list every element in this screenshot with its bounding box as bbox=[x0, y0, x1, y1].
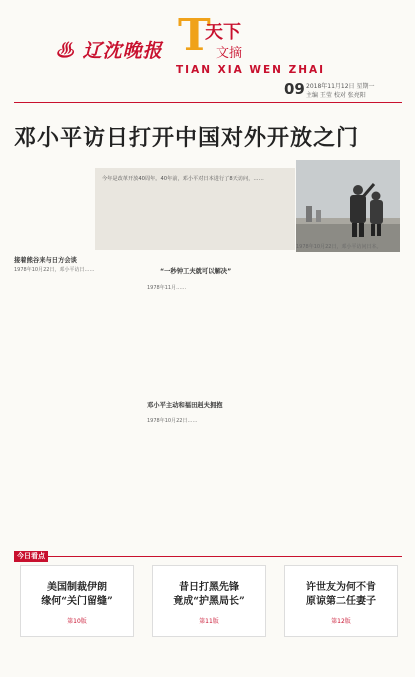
teaser-card-3[interactable] bbox=[284, 565, 398, 637]
paper-name bbox=[55, 36, 163, 63]
column-3-heading: 邓小平主动和福田赳夫拥抱 bbox=[147, 402, 223, 409]
teaser-2-page: 第11版 bbox=[199, 618, 219, 625]
lead-text: 今年是改革开放40周年。40年前，邓小平对日本进行了8天访问，…… bbox=[102, 176, 264, 182]
teaser-3-title-line1: 许世友为何不肯 bbox=[306, 582, 376, 593]
headline: 邓小平访日打开中国对外开放之门 bbox=[14, 125, 360, 151]
section-title: 天下 bbox=[205, 22, 241, 43]
section-subtitle: 文摘 bbox=[216, 46, 243, 61]
photo-caption: 1978年10月22日，邓小平访问日本。 bbox=[296, 244, 382, 250]
masthead-divider bbox=[14, 102, 402, 103]
teaser-card-2[interactable] bbox=[152, 565, 266, 637]
teaser-3-title-line2: 原谅第二任妻子 bbox=[306, 596, 376, 607]
today-divider bbox=[14, 556, 402, 557]
photo bbox=[296, 160, 400, 252]
teaser-1-page: 第10版 bbox=[67, 618, 87, 625]
column-2-heading: “一秒钟工夫就可以解决” bbox=[160, 268, 232, 275]
teaser-2-title-line1: 昔日打黑先锋 bbox=[179, 582, 239, 593]
photo-illustration bbox=[296, 160, 400, 252]
paper-prefix: ♨ bbox=[55, 40, 76, 62]
section-pinyin: TIAN XIA WEN ZHAI bbox=[176, 64, 326, 76]
teaser-1-title-line1: 美国制裁伊朗 bbox=[47, 582, 107, 593]
today-label: 今日看点 bbox=[14, 551, 48, 562]
paper-name-text: 辽沈晚报 bbox=[82, 40, 163, 62]
column-1-text: 1978年10月22日，邓小平访日…… bbox=[14, 267, 95, 273]
section-logo-letter: T bbox=[178, 10, 211, 61]
column-2-text: 1978年11月…… bbox=[147, 285, 187, 291]
column-3-text: 1978年10月22日…… bbox=[147, 418, 198, 424]
teaser-2-title-line2: 竟成“护黑局长” bbox=[173, 596, 245, 607]
editors-line: 主编 王莹 校对 张亮阳 bbox=[306, 92, 366, 99]
teaser-1-title-line2: 缘何“关门留缝” bbox=[41, 596, 113, 607]
teaser-3-page: 第12版 bbox=[331, 618, 351, 625]
date-line: 2018年11月12日 星期一 bbox=[306, 83, 375, 90]
column-1-heading: 接着熊谷来与日方会谈 bbox=[14, 257, 77, 264]
page-number: 09 bbox=[284, 80, 305, 98]
teaser-card-1[interactable] bbox=[20, 565, 134, 637]
